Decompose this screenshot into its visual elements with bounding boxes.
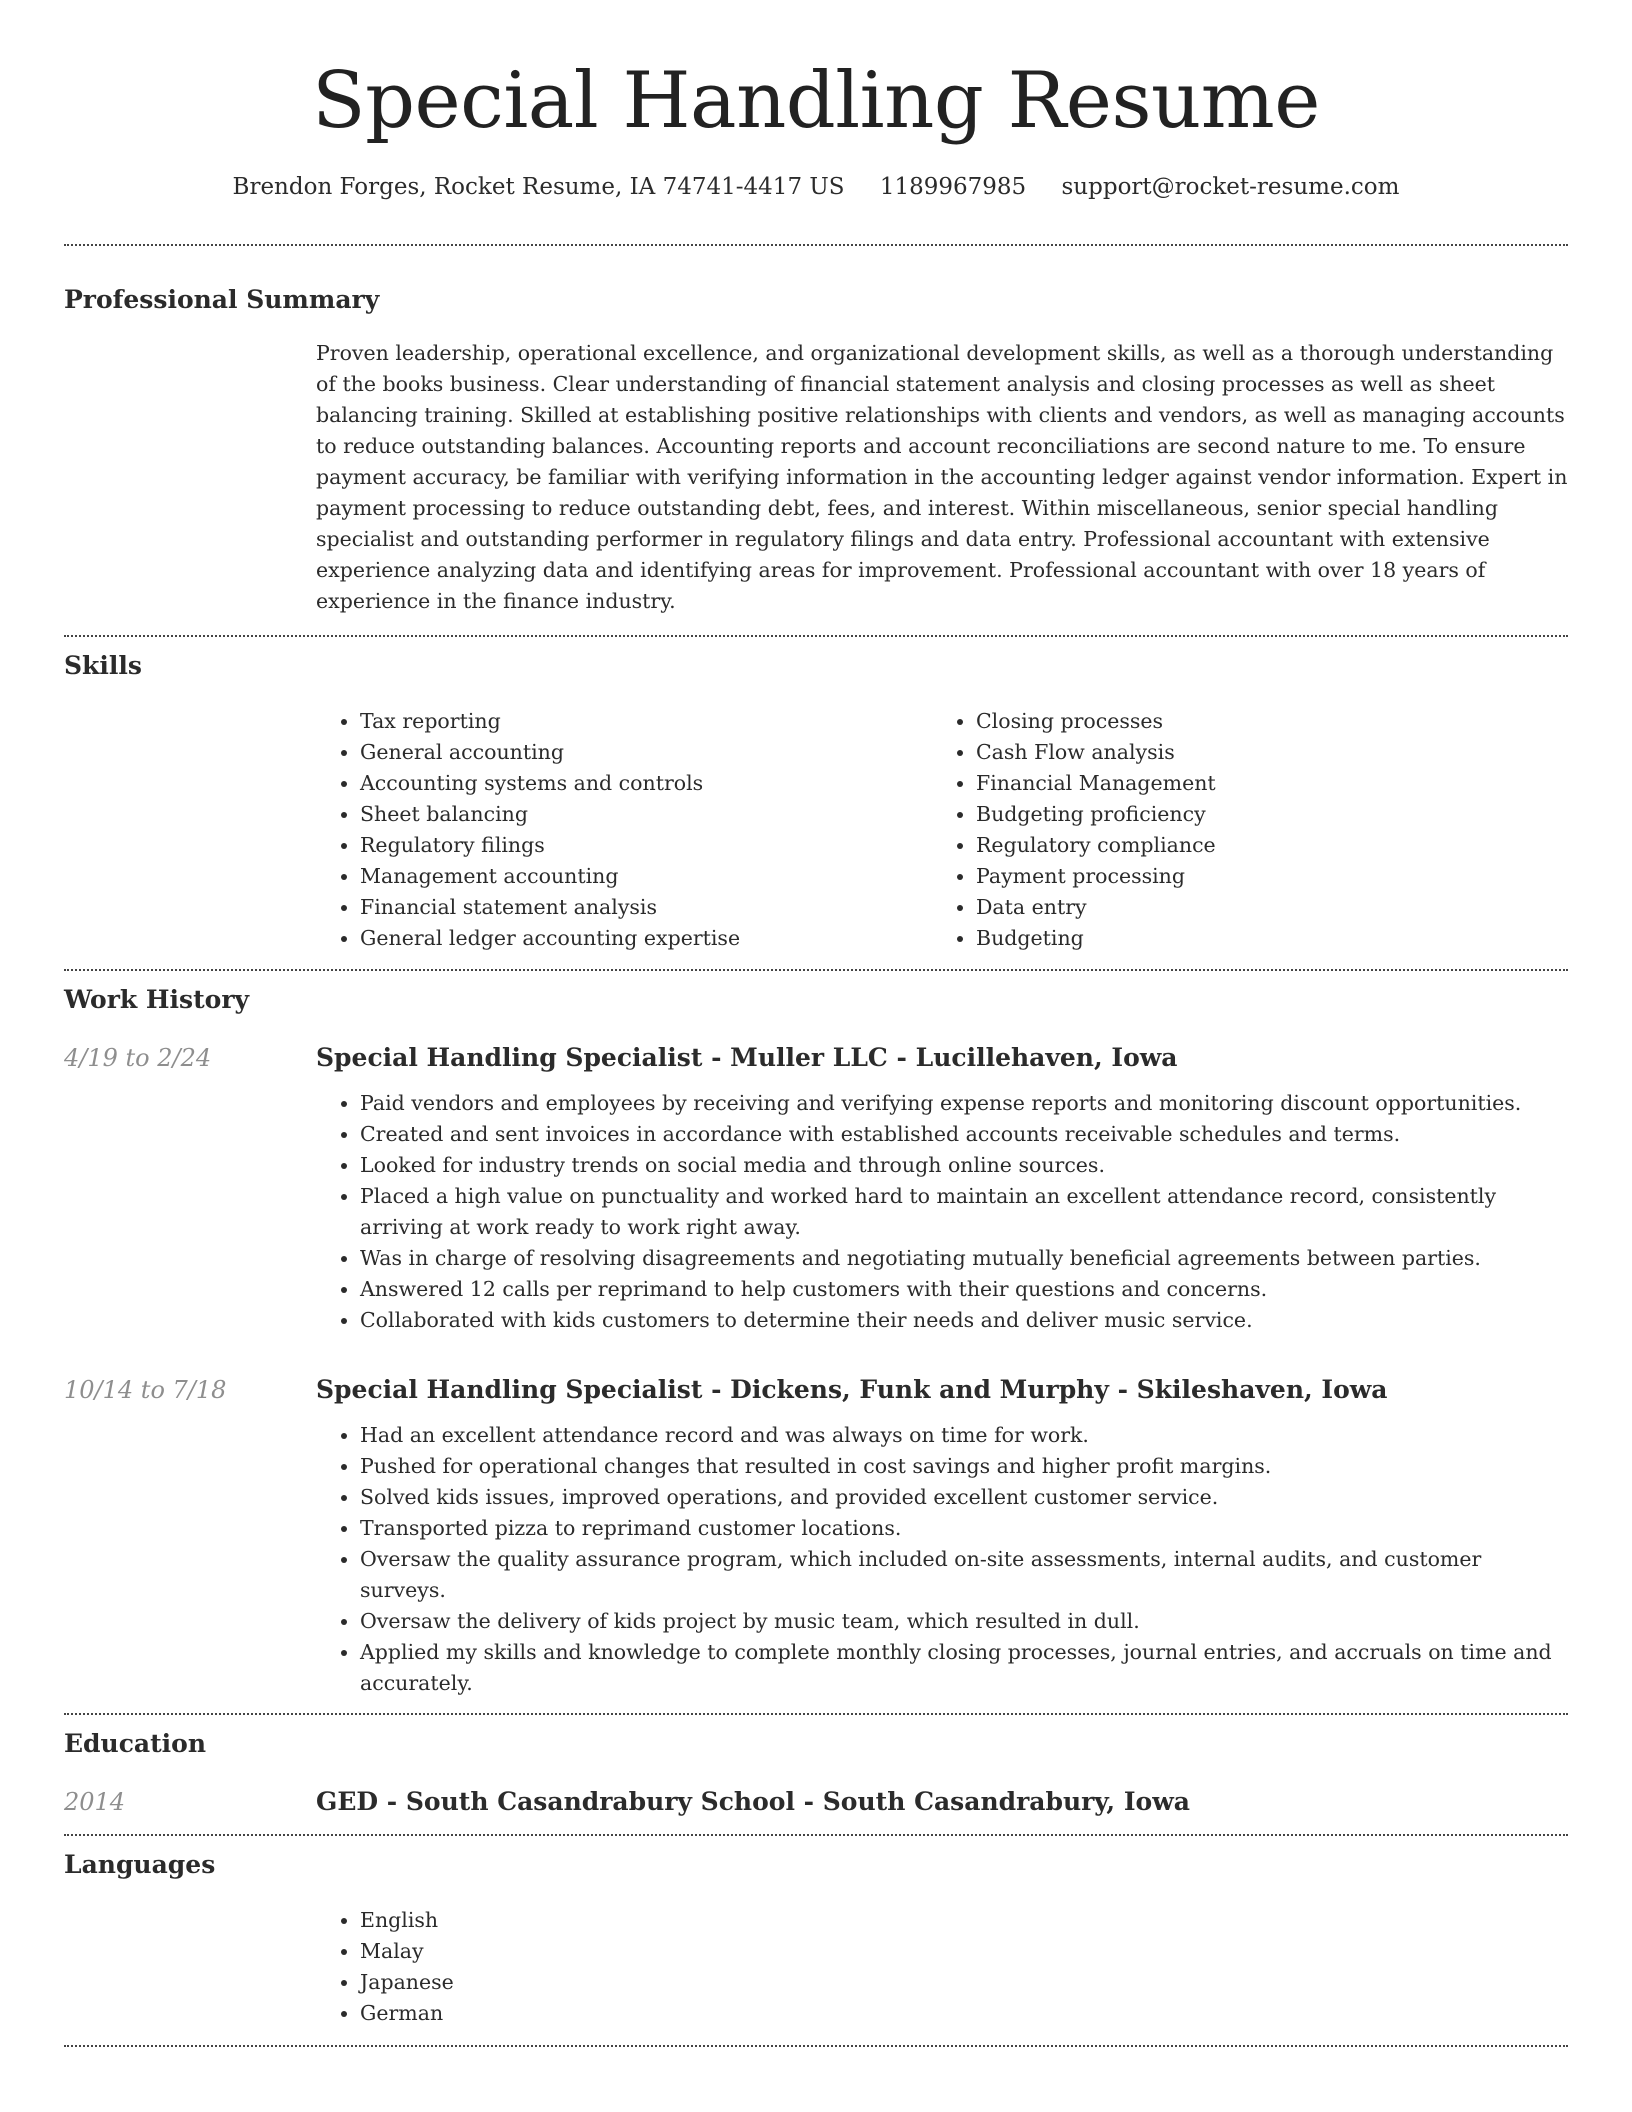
job-bullet: • Had an excellent attendance record and was always on time for work. xyxy=(360,1420,1568,1451)
skill-item: • Regulatory compliance xyxy=(976,830,1548,861)
language-item: • German xyxy=(360,1998,1568,2029)
summary-heading: Professional Summary xyxy=(64,285,380,314)
job-bullet: • Created and sent invoices in accordance with established accounts receivable schedules and terms. xyxy=(360,1119,1568,1150)
skill-item: • Accounting systems and controls xyxy=(360,768,932,799)
work-history-section xyxy=(64,971,1568,1699)
job-bullet: • Paid vendors and employees by receiving and verifying expense reports and monitoring discount opportunities. xyxy=(360,1088,1568,1119)
job-bullet: • Collaborated with kids customers to determine their needs and deliver music service. xyxy=(360,1305,1568,1336)
job-bullet: • Placed a high value on punctuality and worked hard to maintain an excellent attendance record, consistently arriving at work ready to work right away. xyxy=(360,1181,1568,1243)
skills-list-left xyxy=(316,706,932,954)
job-bullet: • Oversaw the delivery of kids project by music team, which resulted in dull. xyxy=(360,1606,1568,1637)
languages-heading: Languages xyxy=(64,1850,216,1879)
education-heading: Education xyxy=(64,1729,207,1758)
job-title: Special Handling Specialist - Muller LLC - Lucillehaven, Iowa xyxy=(316,1043,1178,1072)
job-date: 4/19 to 2/24 xyxy=(64,1044,212,1072)
skill-item: • Financial statement analysis xyxy=(360,892,932,923)
summary-text: Proven leadership, operational excellence, and organizational development skills, as well as a thorough understanding of the books business. Clear understanding of financial statement analysis and closing processes as well as sheet balancing training. Skilled at establishing positive relationships with clients and vendors, as well as managing accounts to reduce outstanding balances. Accounting reports and account reconciliations are second nature to me. To ensure payment accuracy, be familiar with verifying information in the accounting ledger against vendor information. Expert in payment processing to reduce outstanding debt, fees, and interest. Within miscellaneous, senior special handling specialist and outstanding performer in regulatory filings and data entry. Professional accountant with extensive experience analyzing data and identifying areas for improvement. Professional accountant with over 18 years of experience in the finance industry. xyxy=(316,341,1568,613)
job-bullets xyxy=(316,1088,1568,1336)
skill-item: • Regulatory filings xyxy=(360,830,932,861)
skill-item: • Data entry xyxy=(976,892,1548,923)
job-entry xyxy=(64,1040,1568,1336)
skill-item: • Cash Flow analysis xyxy=(976,737,1548,768)
skill-item: • Sheet balancing xyxy=(360,799,932,830)
languages-section xyxy=(64,1836,1568,2029)
skill-item: • Management accounting xyxy=(360,861,932,892)
resume-header xyxy=(64,0,1568,204)
divider xyxy=(64,2045,1568,2047)
language-item: • English xyxy=(360,1905,1568,1936)
skill-item: • General accounting xyxy=(360,737,932,768)
contact-email: support@rocket-resume.com xyxy=(1061,174,1400,200)
skill-item: • General ledger accounting expertise xyxy=(360,923,932,954)
skill-item: • Financial Management xyxy=(976,768,1548,799)
education-section xyxy=(64,1715,1568,1820)
education-date: 2014 xyxy=(64,1788,126,1816)
skill-item: • Closing processes xyxy=(976,706,1548,737)
job-entry xyxy=(64,1372,1568,1699)
work-history-heading: Work History xyxy=(64,985,250,1014)
education-entry xyxy=(64,1784,1568,1820)
job-bullet: • Solved kids issues, improved operations, and provided excellent customer service. xyxy=(360,1482,1568,1513)
skill-item: • Payment processing xyxy=(976,861,1548,892)
summary-section xyxy=(64,246,1568,617)
job-bullet: • Was in charge of resolving disagreements and negotiating mutually beneficial agreements between parties. xyxy=(360,1243,1568,1274)
skills-section xyxy=(64,637,1568,954)
job-bullet: • Oversaw the quality assurance program, which included on-site assessments, internal audits, and customer surveys. xyxy=(360,1544,1568,1606)
skills-heading: Skills xyxy=(64,651,142,680)
job-bullets xyxy=(316,1420,1568,1699)
skills-list-right xyxy=(932,706,1548,954)
job-bullet: • Pushed for operational changes that resulted in cost savings and higher profit margins. xyxy=(360,1451,1568,1482)
languages-list xyxy=(316,1905,1568,2029)
contact-line xyxy=(64,170,1568,204)
contact-phone: 1189967985 xyxy=(879,174,1027,200)
job-bullet: • Answered 12 calls per reprimand to help customers with their questions and concerns. xyxy=(360,1274,1568,1305)
resume-title: Special Handling Resume xyxy=(312,56,1320,146)
job-bullet: • Transported pizza to reprimand customer locations. xyxy=(360,1513,1568,1544)
job-title: Special Handling Specialist - Dickens, Funk and Murphy - Skileshaven, Iowa xyxy=(316,1375,1388,1404)
education-title: GED - South Casandrabury School - South Casandrabury, Iowa xyxy=(316,1787,1190,1816)
job-bullet: • Applied my skills and knowledge to complete monthly closing processes, journal entries, and accruals on time and accurately. xyxy=(360,1637,1568,1699)
language-item: • Malay xyxy=(360,1936,1568,1967)
skill-item: • Tax reporting xyxy=(360,706,932,737)
job-bullet: • Looked for industry trends on social media and through online sources. xyxy=(360,1150,1568,1181)
language-item: • Japanese xyxy=(360,1967,1568,1998)
skill-item: • Budgeting xyxy=(976,923,1548,954)
skill-item: • Budgeting proficiency xyxy=(976,799,1548,830)
job-date: 10/14 to 7/18 xyxy=(64,1376,227,1404)
contact-address: Brendon Forges, Rocket Resume, IA 74741-4417 US xyxy=(232,174,845,200)
